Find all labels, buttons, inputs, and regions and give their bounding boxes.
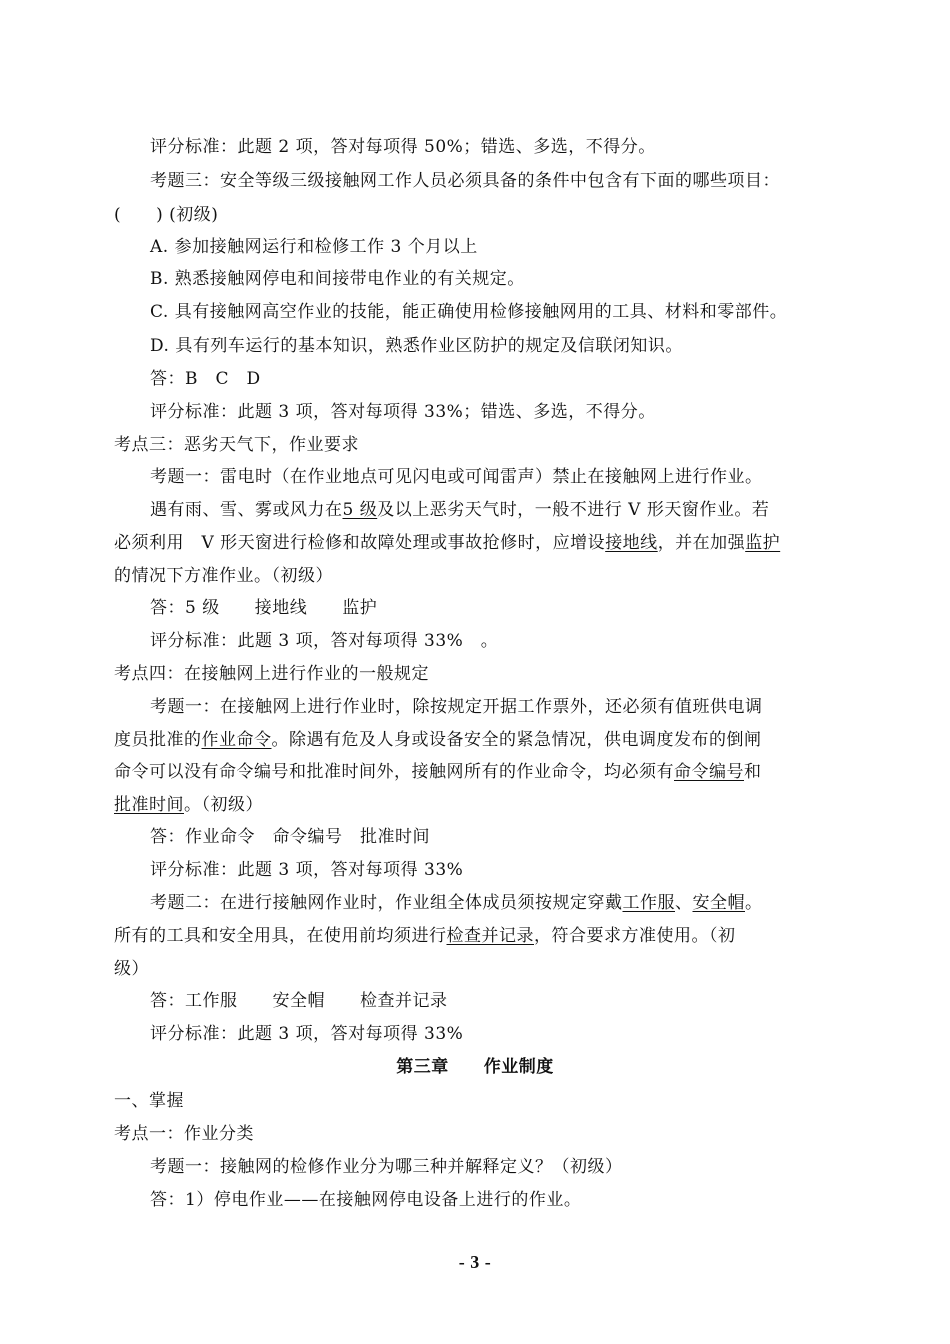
text-line: B. 熟悉接触网停电和间接带电作业的有关规定。 — [150, 269, 525, 289]
text-line: 考题二：在进行接触网作业时，作业组全体成员须按规定穿戴工作服、安全帽。 — [150, 893, 763, 913]
answer-line: 答：5 级 接地线 监护 — [150, 598, 378, 618]
section-title: 考点四：在接触网上进行作业的一般规定 — [114, 664, 429, 684]
text-line: 所有的工具和安全用具，在使用前均须进行检查并记录，符合要求方准使用。（初 — [114, 926, 736, 946]
text-line: C. 具有接触网高空作业的技能，能正确使用检修接触网用的工具、材料和零部件。 — [150, 302, 788, 322]
answer-line: 答：工作服 安全帽 检查并记录 — [150, 991, 448, 1011]
text-line: 批准时间。（初级） — [114, 795, 263, 815]
chapter-heading: 第三章 作业制度 — [396, 1057, 554, 1077]
text-line: 考题一：在接触网上进行作业时，除按规定开据工作票外，还必须有值班供电调 — [150, 697, 763, 717]
text-line: 评分标准：此题 3 项，答对每项得 33% — [150, 860, 464, 880]
text-line: 考题一：雷电时（在作业地点可见闪电或可闻雷声）禁止在接触网上进行作业。 — [150, 467, 763, 487]
text-line: 必须利用 V 形天窗进行检修和故障处理或事故抢修时，应增设接地线，并在加强监护 — [114, 533, 781, 553]
text-line: 级） — [114, 959, 149, 979]
section-title: 考点三：恶劣天气下，作业要求 — [114, 435, 359, 455]
text-line: ( ) (初级) — [114, 205, 219, 225]
text-line: 考题三：安全等级三级接触网工作人员必须具备的条件中包含有下面的哪些项目： — [150, 171, 780, 191]
section-title: 一、掌握 — [114, 1091, 184, 1111]
text-line: 的情况下方准作业。（初级） — [114, 566, 333, 586]
text-line: 评分标准：此题 3 项，答对每项得 33% 。 — [150, 631, 499, 651]
text-line: 遇有雨、雪、雾或风力在5 级及以上恶劣天气时，一般不进行 V 形天窗作业。若 — [150, 500, 770, 520]
page-number: - 3 - — [458, 1252, 492, 1272]
text-line: 评分标准：此题 3 项，答对每项得 33% — [150, 1024, 464, 1044]
text-line: 评分标准：此题 2 项，答对每项得 50%；错选、多选，不得分。 — [150, 137, 656, 157]
text-line: 评分标准：此题 3 项，答对每项得 33%；错选、多选，不得分。 — [150, 402, 656, 422]
answer-line: 答：1）停电作业——在接触网停电设备上进行的作业。 — [150, 1190, 582, 1210]
text-line: 度员批准的作业命令。除遇有危及人身或设备安全的紧急情况，供电调度发布的倒闸 — [114, 730, 762, 750]
answer-line: 答：作业命令 命令编号 批准时间 — [150, 827, 430, 847]
section-title: 考点一：作业分类 — [114, 1124, 254, 1144]
text-line: 命令可以没有命令编号和批准时间外，接触网所有的作业命令，均必须有命令编号和 — [114, 762, 762, 782]
text-line: D. 具有列车运行的基本知识，熟悉作业区防护的规定及信联闭知识。 — [150, 336, 683, 356]
text-line: 考题一：接触网的检修作业分为哪三种并解释定义？（初级） — [150, 1157, 623, 1177]
answer-line: 答：B C D — [150, 369, 261, 389]
text-line: A. 参加接触网运行和检修工作 3 个月以上 — [150, 237, 478, 257]
